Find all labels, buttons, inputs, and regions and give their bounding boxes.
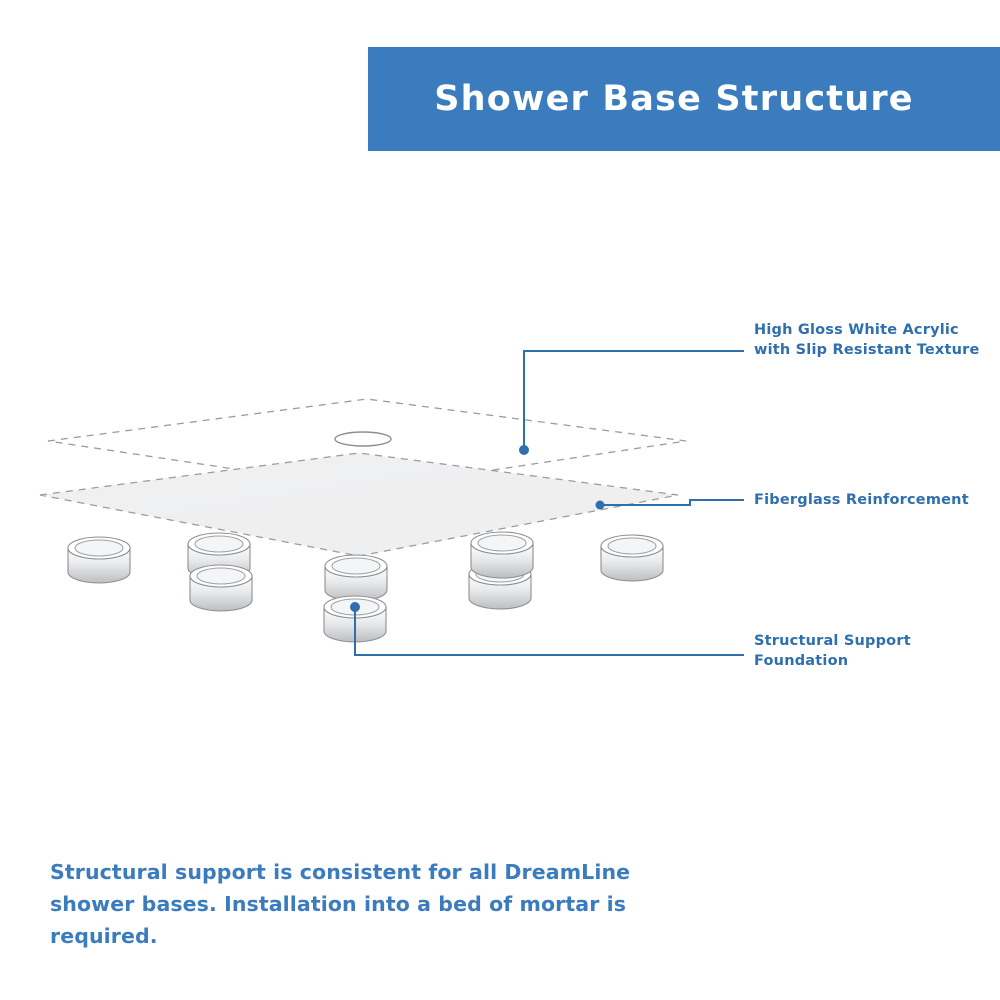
support-ring xyxy=(325,555,387,601)
leader-line-acrylic xyxy=(519,351,744,455)
leader-line-support xyxy=(350,602,744,655)
support-ring xyxy=(471,532,533,578)
drain-opening xyxy=(335,432,391,446)
footer-caption: Structural support is consistent for all DreamLine shower bases. Installation into a bed of mortar is required. xyxy=(50,860,631,948)
page-title: Shower Base Structure xyxy=(434,79,914,119)
support-ring xyxy=(601,535,663,581)
fiberglass-layer xyxy=(40,453,678,556)
callout-label-acrylic: High Gloss White Acrylic with Slip Resistant Texture xyxy=(754,322,980,358)
callout-label-fiberglass: Fiberglass Reinforcement xyxy=(754,492,969,508)
support-ring xyxy=(68,537,130,583)
callout-label-support: Structural Support Foundation xyxy=(754,633,911,669)
support-ring xyxy=(190,565,252,611)
